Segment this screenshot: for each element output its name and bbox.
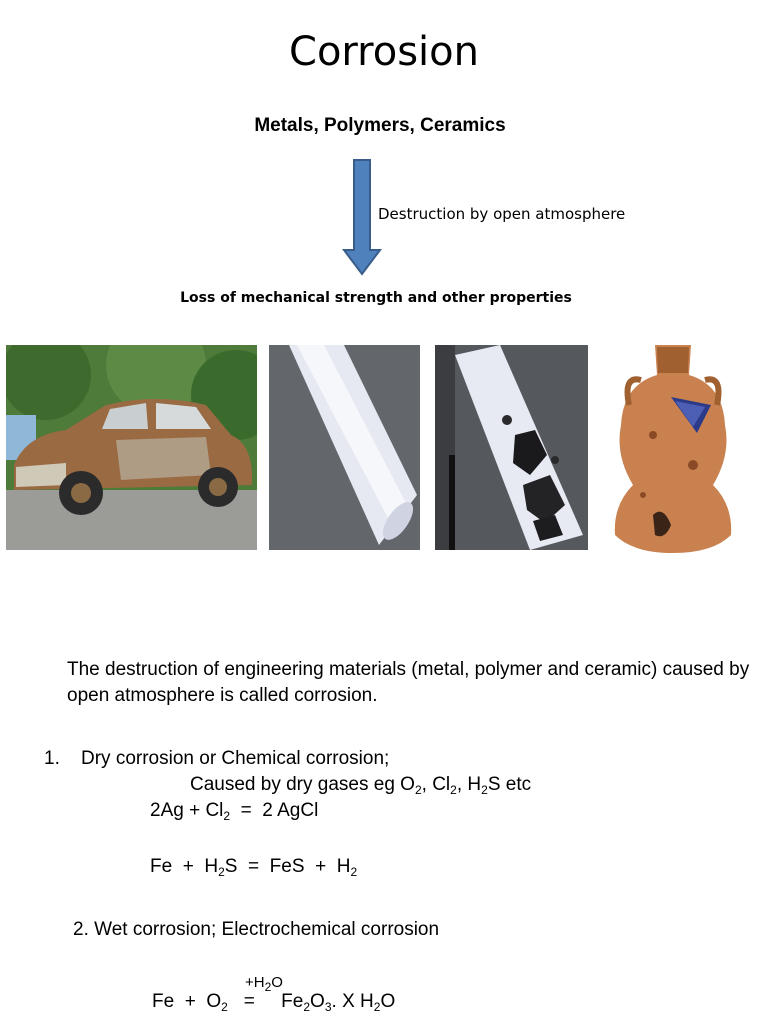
reaction-condition-water: $+H_2O$ <box>245 974 283 994</box>
corroded-tube-photo <box>435 345 588 550</box>
rusted-car-photo <box>6 345 257 550</box>
intact-tube-photo <box>269 345 420 550</box>
dry-corrosion-cause: Caused by dry gases eg $O_2$, $Cl_2$, $H_2S$ etc <box>190 774 532 797</box>
iron-oxidation-equation: $Fe + O_2$ = $Fe_2O_3$. X $H_2O$ <box>152 991 396 1014</box>
corrosion-definition: The destruction of engineering materials (metal, polymer and ceramic) caused by open atmosphere is called corrosion. <box>67 659 750 706</box>
down-arrow-icon <box>342 158 382 278</box>
arrow-label: Destruction by open atmosphere <box>378 205 626 223</box>
result-heading: Loss of mechanical strength and other properties <box>180 290 572 306</box>
silver-chlorine-equation: $2Ag + Cl_2 = 2$ AgCl <box>150 800 319 823</box>
dry-corrosion-number: 1. <box>44 748 60 769</box>
iron-hydrogen-sulfide-equation: $Fe + H_2S$ = FeS + $H_2$ <box>150 856 358 879</box>
rusted-ceramic-jug-photo <box>593 335 753 557</box>
dry-corrosion-heading: Dry corrosion or Chemical corrosion; <box>81 748 390 769</box>
wet-corrosion-heading: 2. Wet corrosion; Electrochemical corrosion <box>73 919 440 940</box>
materials-heading: Metals, Polymers, Ceramics <box>254 115 506 136</box>
page-title: Corrosion <box>289 29 479 75</box>
